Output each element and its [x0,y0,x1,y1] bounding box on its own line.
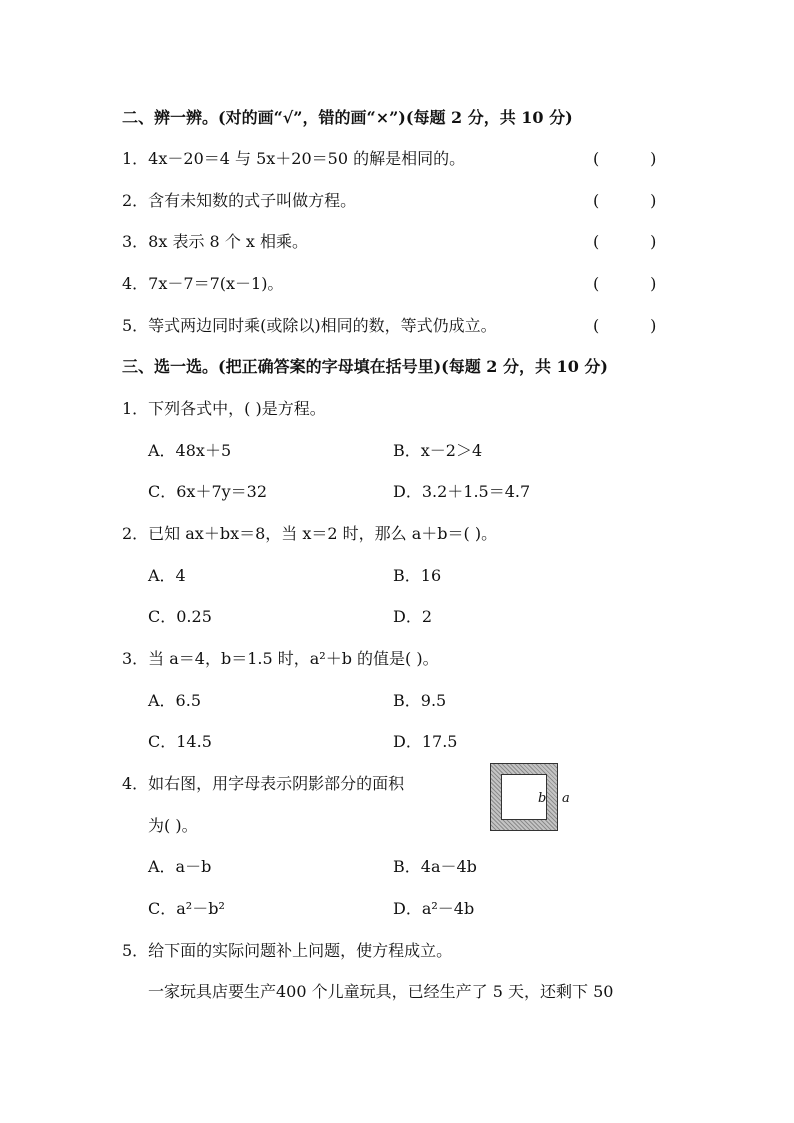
q3-2-a: A．4 [148,566,186,585]
q3-4: 4．如右图，用字母表示阴影部分的面积 [122,774,405,793]
q3-2-d: D．2 [393,607,433,626]
answer-parentheses[interactable]: ( ) [593,232,657,251]
square-figure [490,763,558,831]
q3-5-body: 一家玩具店要生产400 个儿童玩具，已经生产了 5 天，还剩下 50 [148,982,614,1001]
q3-2: 2．已知 ax＋bx＝8，当 x＝2 时，那么 a＋b＝( )。 [122,524,498,543]
q3-1: 1．下列各式中，( )是方程。 [122,399,326,418]
answer-parentheses[interactable]: ( ) [593,316,657,335]
q3-1-a: A．48x＋5 [148,441,232,460]
figure-label-b: b [538,791,547,806]
q3-4-a: A．a－b [148,857,212,876]
answer-parentheses[interactable]: ( ) [593,274,657,293]
q3-4-d: D．a²－4b [393,899,475,918]
q3-1-c: C．6x＋7y＝32 [148,482,268,501]
sec3-heading: 三、选一选。(把正确答案的字母填在括号里)(每题 2 分，共 10 分) [122,357,608,376]
q3-4-b: B．4a－4b [393,857,477,876]
figure-label-a: a [562,791,570,806]
q2-4: 4．7x－7＝7(x－1)。 [122,274,284,293]
q3-1-b: B．x－2＞4 [393,441,483,460]
answer-parentheses[interactable]: ( ) [593,191,657,210]
q3-1-d: D．3.2＋1.5＝4.7 [393,482,531,501]
q3-3-b: B．9.5 [393,691,447,710]
q3-2-b: B．16 [393,566,442,585]
q2-2: 2．含有未知数的式子叫做方程。 [122,191,357,210]
sec2-heading: 二、辨一辨。(对的画“√”，错的画“×”)(每题 2 分，共 10 分) [122,108,573,127]
q3-3-c: C．14.5 [148,732,212,751]
q3-3-d: D．17.5 [393,732,458,751]
q2-3: 3．8x 表示 8 个 x 相乘。 [122,232,309,251]
q3-5: 5．给下面的实际问题补上问题，使方程成立。 [122,941,453,960]
q3-3: 3．当 a＝4，b＝1.5 时，a²＋b 的值是( )。 [122,649,439,668]
q2-5: 5．等式两边同时乘(或除以)相同的数，等式仍成立。 [122,316,497,335]
q3-4-cont: 为( )。 [148,816,198,835]
q3-2-c: C．0.25 [148,607,212,626]
q3-3-a: A．6.5 [148,691,202,710]
q3-4-c: C．a²－b² [148,899,225,918]
answer-parentheses[interactable]: ( ) [593,149,657,168]
q2-1: 1．4x－20＝4 与 5x＋20＝50 的解是相同的。 [122,149,466,168]
